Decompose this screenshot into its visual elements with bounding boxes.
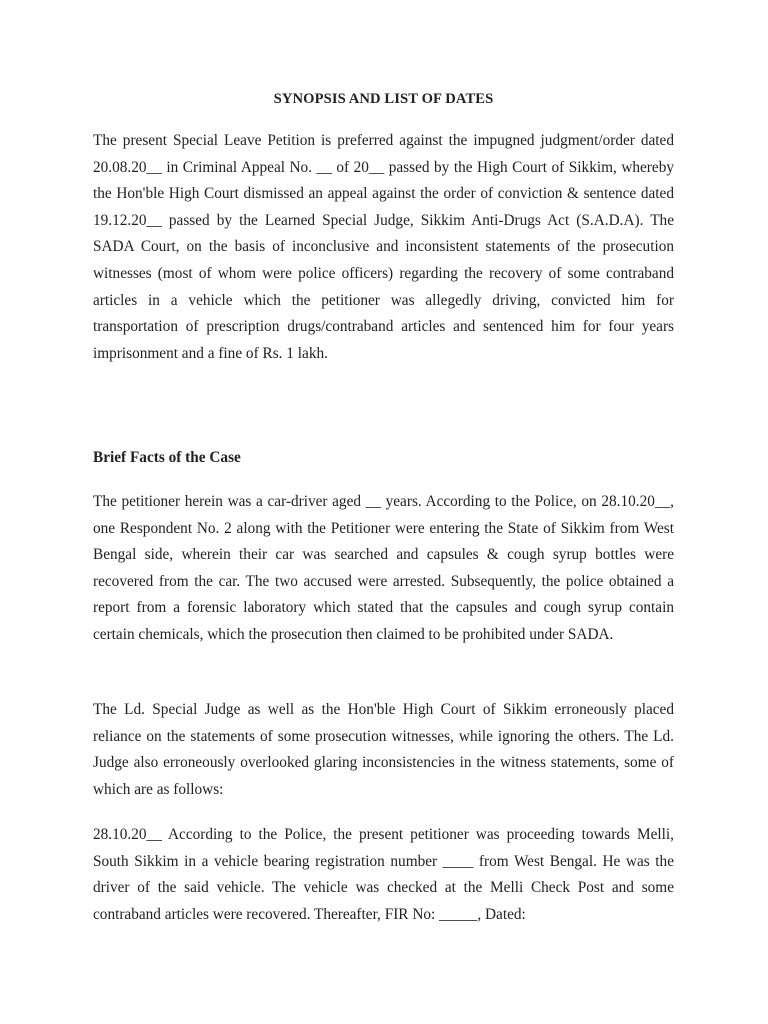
- document-title: SYNOPSIS AND LIST OF DATES: [273, 91, 494, 107]
- synopsis-paragraph: The present Special Leave Petition is preferred against the impugned judgment/order dated 20.08.20__ in Criminal Appeal No. __ of 20__ passed by the High Court of Sikkim, whereby the Hon'ble High Court dismissed an appeal against the order of conviction & sentence dated 19.12.20__ passed by the Learned Special Judge, Sikkim Anti-Drugs Act (S.A.D.A). The SADA Court, on the basis of inconclusive and inconsistent statements of the prosecution witnesses (most of whom were police officers) regarding the recovery of some contraband articles in a vehicle which the petitioner was allegedly driving, convicted him for transportation of prescription drugs/contraband articles and sentenced him for four years imprisonment and a fine of Rs. 1 lakh.: [93, 132, 674, 362]
- brief-facts-paragraph: The petitioner herein was a car-driver aged __ years. According to the Police, on 28.10.20__, one Respondent No. 2 along with the Petitioner were entering the State of Sikkim from West Bengal side, wherein their car was searched and capsules & cough syrup bottles were recovered from the car. The two accused were arrested. Subsequently, the police obtained a report from a forensic laboratory which stated that the capsules and cough syrup contain certain chemicals, which the prosecution then claimed to be prohibited under SADA.: [93, 493, 674, 643]
- section-heading-brief-facts: Brief Facts of the Case: [93, 449, 241, 466]
- dated-event-paragraph: 28.10.20__ According to the Police, the present petitioner was proceeding towards Melli, South Sikkim in a vehicle bearing registration number ____ from West Bengal. He was the driver of the said vehicle. The vehicle was checked at the Melli Check Post and some contraband articles were recovered. Thereafter, FIR No: _____, Dated:: [93, 826, 674, 923]
- reliance-paragraph: The Ld. Special Judge as well as the Hon'ble High Court of Sikkim erroneously placed reliance on the statements of some prosecution witnesses, while ignoring the others. The Ld. Judge also erroneously overlooked glaring inconsistencies in the witness statements, some of which are as follows:: [93, 701, 674, 798]
